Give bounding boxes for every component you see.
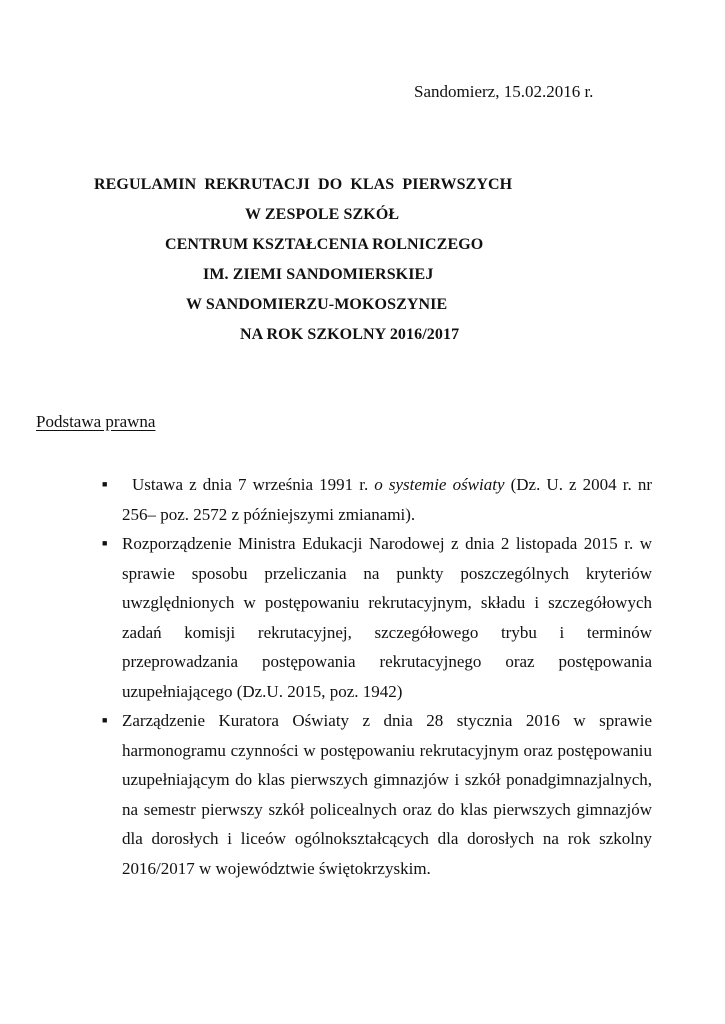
list-item-text: Ustawa z dnia 7 września 1991 r. o systemie oświaty (Dz. U. z 2004 r. nr 256– poz. 2572 z późniejszymi zmianami). bbox=[122, 475, 652, 524]
document-title-line-6: NA ROK SZKOLNY 2016/2017 bbox=[240, 326, 460, 343]
list-item-text: Zarządzenie Kuratora Oświaty z dnia 28 stycznia 2016 w sprawie harmonogramu czynności w postępowaniu rekrutacyjnym oraz postępowaniu uzupełniającym do klas pierwszych gimnazjów i szkół ponadgimnazjalnych, na semestr pierwszy szkół policealnych oraz do klas pierwszych gimnazjów dla dorosłych i liceów ogólnokształcących dla dorosłych na rok szkolny 2016/2017 w województwie świętokrzyskim. bbox=[122, 711, 652, 878]
list-item bbox=[100, 529, 652, 706]
list-item bbox=[100, 706, 652, 883]
square-bullet-icon: ■ bbox=[102, 479, 108, 489]
document-title-line-4: IM. ZIEMI SANDOMIERSKIEJ bbox=[203, 266, 434, 283]
act-title-italic: o systemie oświaty bbox=[374, 475, 505, 494]
document-title-line-2: W ZESPOLE SZKÓŁ bbox=[245, 206, 400, 223]
list-item bbox=[100, 470, 652, 529]
document-title-line-1: REGULAMIN REKRUTACJI DO KLAS PIERWSZYCH bbox=[94, 176, 513, 193]
place-and-date: Sandomierz, 15.02.2016 r. bbox=[414, 82, 594, 101]
document-title-line-5: W SANDOMIERZU-MOKOSZYNIE bbox=[186, 296, 448, 313]
list-item-text: Rozporządzenie Ministra Edukacji Narodowej z dnia 2 listopada 2015 r. w sprawie sposobu przeliczania na punkty poszczególnych kryteriów uwzględnionych w postępowaniu rekrutacyjnym, składu i szczegółowych zadań komisji rekrutacyjnej, szczegółowego trybu i terminów przeprowadzania postępowania rekrutacyjnego oraz postępowania uzupełniającego (Dz.U. 2015, poz. 1942) bbox=[122, 534, 652, 701]
legal-basis-list bbox=[100, 470, 652, 883]
document-title-line-3: CENTRUM KSZTAŁCENIA ROLNICZEGO bbox=[165, 236, 484, 253]
square-bullet-icon: ■ bbox=[102, 715, 108, 725]
legal-basis-heading: Podstawa prawna bbox=[36, 412, 156, 431]
square-bullet-icon: ■ bbox=[102, 538, 108, 548]
